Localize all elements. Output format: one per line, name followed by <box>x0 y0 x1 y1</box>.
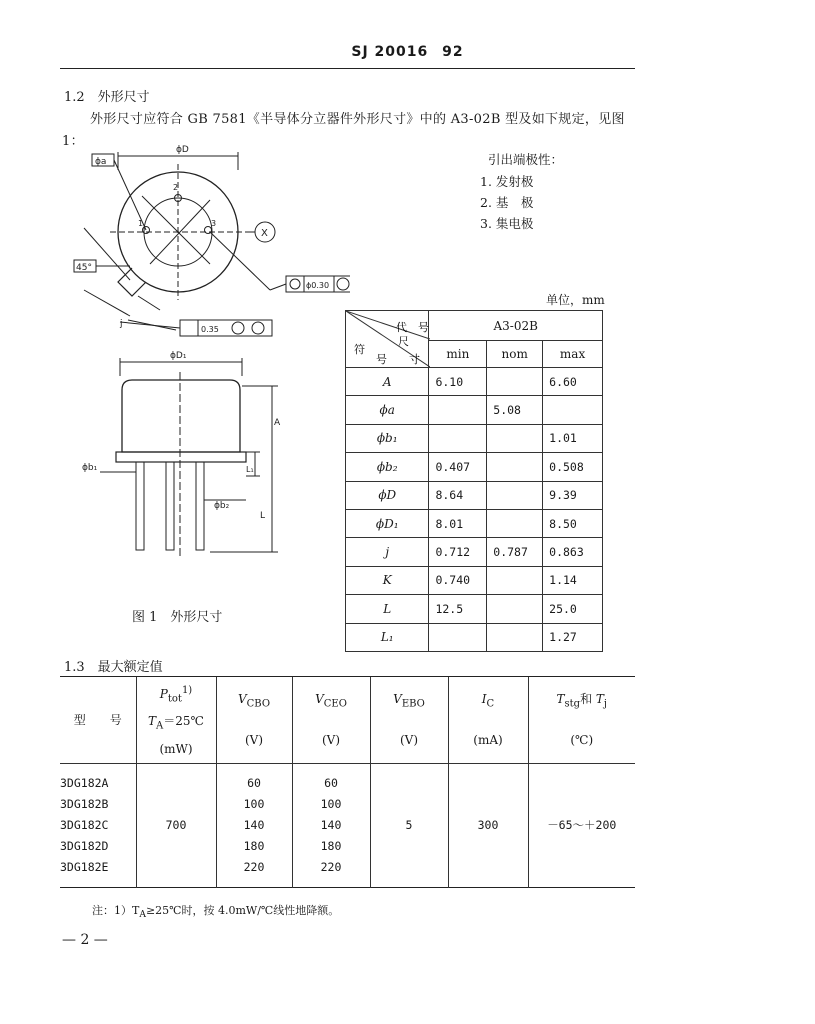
code-header: A3-02B <box>429 311 603 341</box>
dimension-max: 1.27 <box>543 623 603 651</box>
section-1-2-paragraph-line1: 外形尺寸应符合 GB 7581《半导体分立器件外形尺寸》中的 A3-02B 型及如下规定，见图 <box>90 112 625 127</box>
section-1-2-paragraph-line2: 1： <box>62 134 84 149</box>
dimension-min: 0.740 <box>429 566 487 594</box>
document-header <box>0 44 815 60</box>
lead-2 <box>166 462 174 550</box>
can-flange <box>116 452 246 462</box>
dimension-max: 6.60 <box>543 368 603 396</box>
standard-code: SJ 20016 <box>351 44 429 60</box>
dimension-nom <box>487 481 543 509</box>
label-phib1: ϕb₁ <box>82 463 98 473</box>
dimension-symbol: ϕD <box>346 481 429 509</box>
dimension-min: 0.407 <box>429 453 487 481</box>
ratings-table <box>60 677 635 888</box>
corner-cell <box>346 311 429 368</box>
models-cell <box>60 763 136 887</box>
dimension-row <box>346 623 603 651</box>
terminal-item-1: 1. 发射极 <box>480 174 534 189</box>
label-L: L <box>260 511 266 521</box>
lead-1 <box>136 462 144 550</box>
dimension-symbol: ϕb₁ <box>346 424 429 452</box>
dimension-nom: 5.08 <box>487 396 543 424</box>
dimension-min: 0.712 <box>429 538 487 566</box>
dimension-row <box>346 481 603 509</box>
model-row: 3DG182C <box>60 817 109 832</box>
col-min: min <box>429 341 487 368</box>
dimension-row <box>346 538 603 566</box>
dimension-nom <box>487 368 543 396</box>
label-pin-3: 3 <box>211 219 217 228</box>
vebo-value: 5 <box>370 763 448 887</box>
dimension-symbol: ϕD₁ <box>346 509 429 537</box>
dimension-symbol: ϕa <box>346 396 429 424</box>
dimension-row <box>346 396 603 424</box>
dimension-max: 25.0 <box>543 595 603 623</box>
label-45deg: 45° <box>76 263 92 273</box>
standard-year: 92 <box>442 44 464 60</box>
page-number: — 2 — <box>62 932 108 948</box>
section-1-3-title: 1.3 最大额定值 <box>64 660 163 675</box>
temp-value: －65～＋200 <box>528 763 635 887</box>
col-nom: nom <box>487 341 543 368</box>
dimension-nom <box>487 566 543 594</box>
dimension-row <box>346 368 603 396</box>
dimension-max: 0.508 <box>543 453 603 481</box>
dimension-symbol: j <box>346 538 429 566</box>
dimension-symbol: L₁ <box>346 623 429 651</box>
label-phia: ϕa <box>95 157 107 167</box>
terminal-item-2: 2. 基 极 <box>480 195 534 210</box>
label-pin-2: 2 <box>173 183 179 192</box>
dimension-max: 1.14 <box>543 566 603 594</box>
vceo-value: 100 <box>320 796 342 811</box>
hdr-vebo: $V_{EBO}$ (V) <box>370 677 448 763</box>
vcbo-value: 100 <box>243 796 265 811</box>
vcbo-cell <box>216 763 292 887</box>
section-1-2-title: 1.2 外形尺寸 <box>64 90 150 105</box>
label-tol-030: ϕ0.30 <box>306 281 330 290</box>
ratings-note: 注：$1)T_A\ge 25℃$时，按 4.0mW/℃线性地降额。 <box>92 904 340 921</box>
dimension-min <box>429 424 487 452</box>
dimension-min <box>429 396 487 424</box>
dimension-max: 0.863 <box>543 538 603 566</box>
dimension-nom <box>487 623 543 651</box>
model-row: 3DG182E <box>60 859 109 874</box>
vceo-value: 140 <box>320 817 342 832</box>
dimension-max: 1.01 <box>543 424 603 452</box>
label-phiD: ϕD <box>176 145 189 155</box>
unit-label: 单位，mm <box>546 293 605 307</box>
vceo-value: 60 <box>324 775 338 790</box>
hdr-vcbo: $V_{CBO}$ (V) <box>216 677 292 763</box>
header-rule <box>60 68 635 69</box>
dimension-symbol: K <box>346 566 429 594</box>
dimension-symbol: ϕb₂ <box>346 453 429 481</box>
dimension-nom <box>487 424 543 452</box>
dimension-table <box>345 310 603 652</box>
vcbo-value: 180 <box>243 838 265 853</box>
dimension-row <box>346 566 603 594</box>
corner-chi: 尺 <box>398 335 409 348</box>
dimension-nom <box>487 509 543 537</box>
dimension-min: 8.01 <box>429 509 487 537</box>
label-tol-035: 0.35 <box>201 325 219 334</box>
model-row: 3DG182A <box>60 775 109 790</box>
terminal-item-3: 3. 集电极 <box>480 216 534 231</box>
dimension-min: 6.10 <box>429 368 487 396</box>
vceo-value: 220 <box>320 859 342 874</box>
terminal-polarity-title: 引出端极性： <box>488 152 564 167</box>
hdr-temp: $T_{stg}$和 $T_j$ (℃) <box>528 677 635 763</box>
hdr-model: 型 号 <box>73 713 122 728</box>
dimension-row <box>346 509 603 537</box>
dimension-nom <box>487 453 543 481</box>
figure-caption: 图 1 外形尺寸 <box>132 610 223 625</box>
dimension-min <box>429 623 487 651</box>
label-A: A <box>274 418 281 428</box>
vceo-value: 180 <box>320 838 342 853</box>
col-max: max <box>543 341 603 368</box>
dimension-max <box>543 396 603 424</box>
label-j: j <box>120 319 123 329</box>
model-row: 3DG182B <box>60 796 109 811</box>
dimension-symbol: A <box>346 368 429 396</box>
hdr-ptot: $P_{tot}^{1)}$ $T_A=25℃$ (mW) <box>136 677 216 763</box>
label-L1: L₁ <box>246 465 254 474</box>
hdr-vceo: $V_{CEO}$ (V) <box>292 677 370 763</box>
label-phib2: ϕb₂ <box>214 501 230 511</box>
dimension-min: 12.5 <box>429 595 487 623</box>
dimension-max: 8.50 <box>543 509 603 537</box>
label-pin-1: 1 <box>138 219 144 228</box>
vcbo-value: 220 <box>243 859 265 874</box>
ptot-value: 700 <box>136 763 216 887</box>
vcbo-value: 60 <box>247 775 261 790</box>
dimension-min: 8.64 <box>429 481 487 509</box>
corner-haocun: 号 寸 <box>376 353 420 366</box>
ic-value: 300 <box>448 763 528 887</box>
dimension-nom <box>487 595 543 623</box>
label-phiD1: ϕD₁ <box>170 351 187 361</box>
label-x: X <box>261 228 268 239</box>
corner-daihao: 代 号 <box>396 321 429 334</box>
dimension-row <box>346 453 603 481</box>
dimension-row <box>346 424 603 452</box>
corner-fu: 符 <box>354 343 365 356</box>
dimension-nom: 0.787 <box>487 538 543 566</box>
model-row: 3DG182D <box>60 838 109 853</box>
lead-3 <box>196 462 204 550</box>
hdr-ic: $I_C$ (mA) <box>448 677 528 763</box>
vceo-cell <box>292 763 370 887</box>
vcbo-value: 140 <box>243 817 265 832</box>
outline-drawing <box>60 140 350 610</box>
dimension-row <box>346 595 603 623</box>
dimension-max: 9.39 <box>543 481 603 509</box>
dimension-symbol: L <box>346 595 429 623</box>
can-side-outline <box>122 380 240 452</box>
